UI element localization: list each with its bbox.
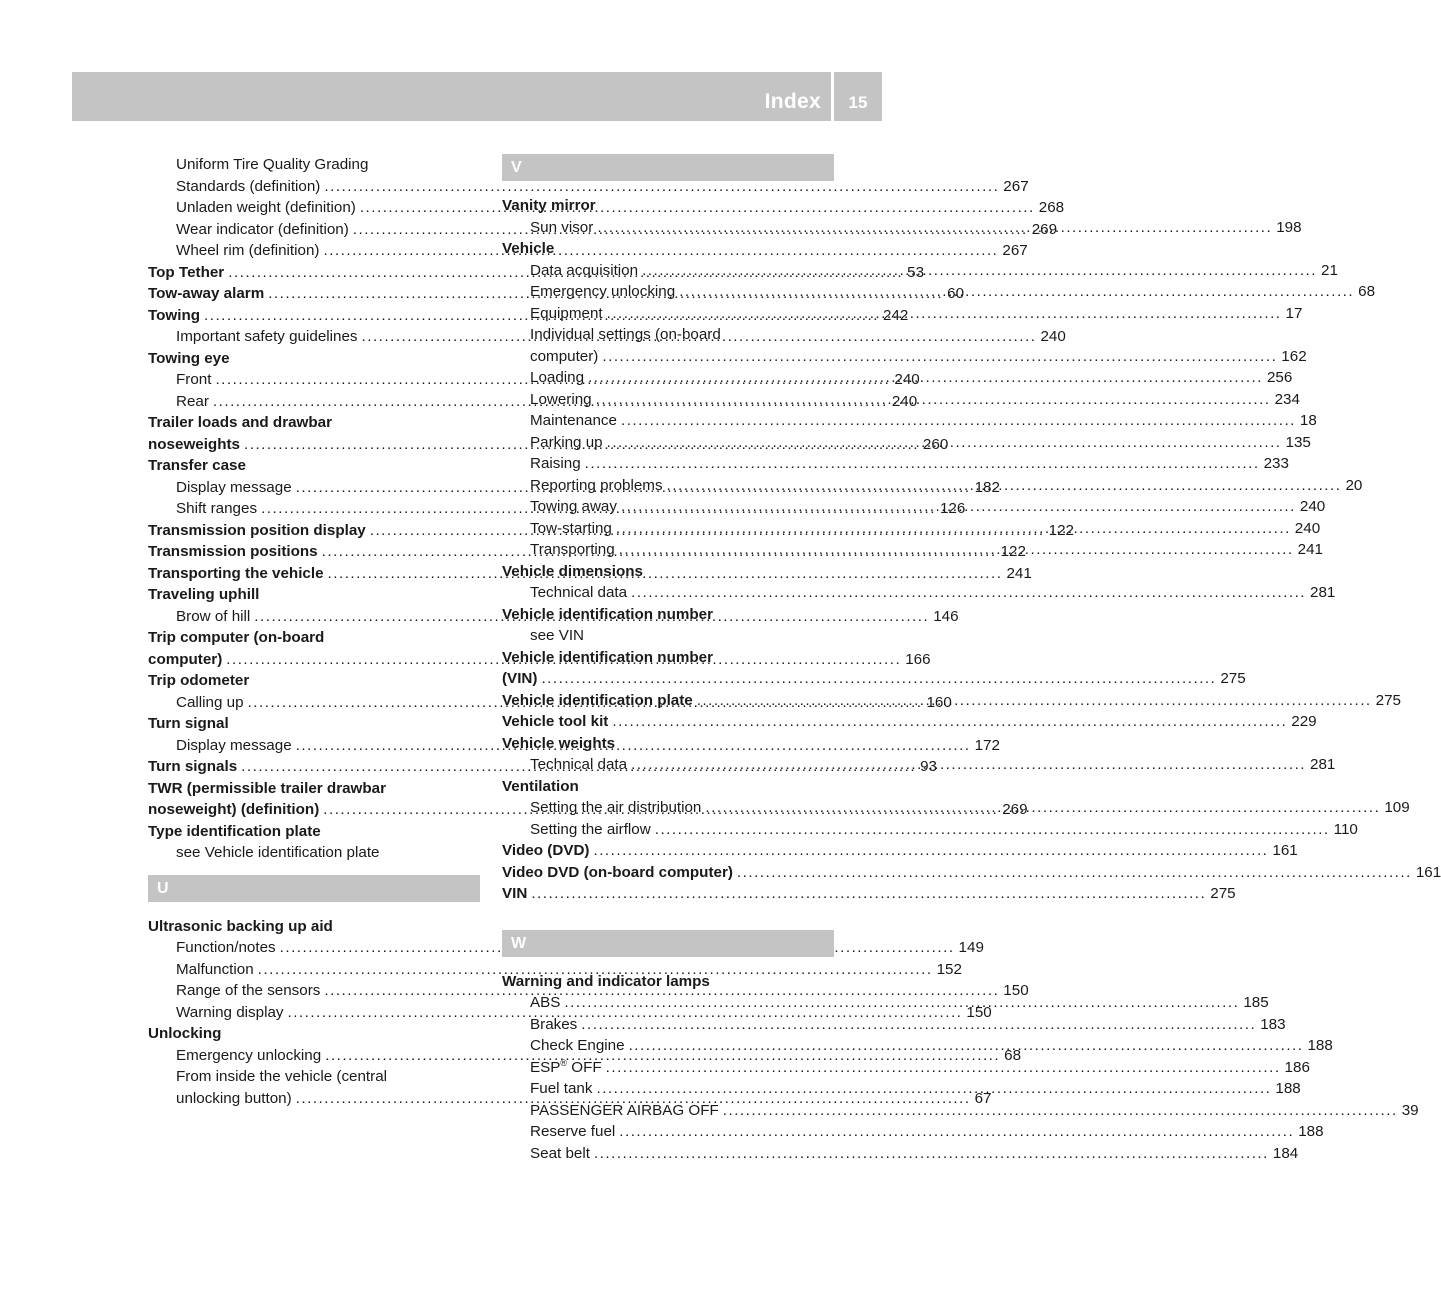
dot-leader bbox=[723, 1100, 1398, 1122]
entry-text: Sun visor bbox=[530, 218, 594, 236]
index-entry-heading bbox=[502, 604, 834, 626]
entry-page-number: 68 bbox=[1358, 283, 1376, 300]
index-entry-heading bbox=[148, 778, 480, 800]
entry-text: Vehicle bbox=[502, 240, 555, 257]
dot-leader bbox=[585, 453, 1260, 475]
entry-page-number: 146 bbox=[933, 607, 959, 625]
entry-text: Unladen weight (definition) bbox=[176, 199, 356, 216]
entry-page-number: 21 bbox=[1321, 261, 1338, 279]
entry-text: Vehicle dimensions bbox=[502, 562, 643, 580]
entry-text: Emergency unlocking bbox=[530, 283, 676, 300]
entry-text: VIN bbox=[502, 885, 528, 902]
entry-page-number: 241 bbox=[1006, 564, 1032, 582]
entry-page-number: 256 bbox=[1266, 369, 1293, 386]
entry-page-number: 161 bbox=[1415, 863, 1441, 881]
entry-page-number: 233 bbox=[1263, 455, 1289, 472]
entry-text: Warning and indicator lamps bbox=[502, 972, 710, 990]
entry-page-number: 166 bbox=[905, 650, 931, 668]
entry-page-number: 162 bbox=[1281, 347, 1307, 365]
entry-page-number: 126 bbox=[939, 500, 966, 517]
index-subentry bbox=[502, 582, 1336, 604]
dot-leader bbox=[541, 668, 1216, 690]
index-entry-heading bbox=[148, 916, 480, 938]
entry-page-number: 275 bbox=[1375, 691, 1401, 709]
entry-page-number: 242 bbox=[882, 306, 909, 324]
entry-text: Check Engine bbox=[530, 1037, 625, 1054]
entry-page-number: 122 bbox=[1048, 521, 1074, 539]
dot-leader bbox=[679, 281, 1354, 303]
header-bar bbox=[72, 72, 831, 121]
index-entry-heading bbox=[502, 668, 1246, 690]
entry-page-number: 39 bbox=[1401, 1101, 1419, 1119]
entry-text: Technical data bbox=[530, 756, 628, 773]
entry-text: Trip odometer bbox=[148, 672, 250, 689]
dot-leader bbox=[619, 539, 1294, 561]
index-entry-heading bbox=[148, 821, 480, 843]
entry-page-number: 275 bbox=[1220, 670, 1246, 687]
index-entry-heading bbox=[148, 1023, 480, 1045]
entry-text: ABS bbox=[530, 994, 561, 1011]
dot-leader bbox=[607, 303, 1282, 325]
entry-text: Top Tether bbox=[148, 263, 225, 281]
entry-text: Malfunction bbox=[176, 960, 254, 978]
dot-leader bbox=[631, 754, 1306, 776]
entry-text: From inside the vehicle (central bbox=[176, 1068, 388, 1085]
entry-text: see VIN bbox=[530, 627, 585, 644]
entry-page-number: 93 bbox=[920, 758, 937, 775]
dot-leader bbox=[737, 862, 1412, 884]
index-entry-heading bbox=[148, 627, 480, 649]
entry-text: Seat belt bbox=[530, 1144, 590, 1162]
entry-text: Trailer loads and drawbar bbox=[148, 414, 332, 431]
dot-leader bbox=[602, 346, 1277, 368]
index-subentry bbox=[502, 1057, 1310, 1079]
entry-text: Display message bbox=[176, 478, 292, 496]
index-entry-heading bbox=[502, 840, 1298, 862]
index-entry-heading bbox=[148, 455, 480, 477]
entry-text: Brow of hill bbox=[176, 607, 251, 625]
index-subentry bbox=[502, 346, 1307, 368]
entry-text: Vehicle identification plate bbox=[502, 691, 693, 709]
dot-leader bbox=[619, 1121, 1294, 1143]
entry-page-number: 188 bbox=[1275, 1080, 1301, 1097]
entry-page-number: 17 bbox=[1285, 304, 1303, 322]
letter-heading-w: W bbox=[502, 930, 834, 957]
index-subentry bbox=[502, 453, 1289, 475]
dot-leader bbox=[697, 690, 1372, 712]
entry-text: Parking up bbox=[530, 433, 603, 451]
entry-text: noseweights bbox=[148, 435, 240, 453]
index-entry-heading bbox=[502, 733, 834, 755]
entry-text: Technical data bbox=[530, 584, 628, 601]
entry-page-number: 281 bbox=[1310, 756, 1336, 773]
entry-page-number: 269 bbox=[1002, 801, 1028, 818]
entry-page-number: 67 bbox=[974, 1089, 992, 1107]
entry-text: Front bbox=[176, 371, 212, 388]
entry-page-number: 152 bbox=[936, 960, 962, 978]
index-entry-heading bbox=[502, 883, 1236, 905]
dot-leader bbox=[655, 819, 1330, 841]
page-title: Index bbox=[764, 90, 821, 113]
entry-page-number: 234 bbox=[1274, 390, 1300, 408]
index-entry-heading bbox=[502, 711, 1317, 733]
entry-page-number: 281 bbox=[1310, 584, 1336, 601]
entry-text: Video (DVD) bbox=[502, 842, 590, 859]
index-entry-heading bbox=[502, 776, 834, 798]
index-subentry bbox=[148, 176, 1029, 198]
entry-page-number: 20 bbox=[1345, 476, 1363, 494]
entry-text: Range of the sensors bbox=[176, 982, 321, 999]
entry-text: Warning display bbox=[176, 1003, 284, 1021]
index-subentry bbox=[502, 1014, 1286, 1036]
entry-text: Transmission positions bbox=[148, 543, 318, 560]
entry-text: Uniform Tire Quality Grading bbox=[176, 156, 369, 173]
entry-page-number: 240 bbox=[891, 392, 918, 410]
entry-text: TWR (permissible trailer drawbar bbox=[148, 779, 387, 797]
index-subentry bbox=[502, 625, 834, 647]
entry-text: Maintenance bbox=[530, 412, 617, 429]
entry-text: Lowering bbox=[530, 390, 592, 408]
entry-page-number: 240 bbox=[894, 371, 920, 388]
entry-page-number: 268 bbox=[1038, 199, 1065, 216]
entry-text: unlocking button) bbox=[176, 1089, 292, 1107]
dot-leader bbox=[597, 217, 1272, 239]
entry-page-number: 269 bbox=[1031, 220, 1058, 238]
index-entry-heading bbox=[148, 670, 480, 692]
page-number-box bbox=[834, 72, 882, 121]
entry-text: Vehicle identification number bbox=[502, 648, 713, 666]
entry-text: computer) bbox=[148, 650, 223, 668]
entry-page-number: 135 bbox=[1285, 433, 1311, 451]
index-entry-heading bbox=[502, 195, 834, 217]
index-entry-heading bbox=[502, 647, 834, 669]
index-subentry bbox=[148, 1066, 480, 1088]
entry-text: Reserve fuel bbox=[530, 1123, 616, 1140]
entry-text: Video DVD (on-board computer) bbox=[502, 863, 733, 881]
entry-text: Transporting the vehicle bbox=[148, 564, 324, 582]
dot-leader bbox=[616, 518, 1291, 540]
entry-text: Fuel tank bbox=[530, 1080, 593, 1097]
entry-text: Turn signal bbox=[148, 715, 229, 732]
dot-leader bbox=[631, 582, 1306, 604]
entry-page-number: 150 bbox=[966, 1003, 992, 1021]
entry-text: Traveling uphill bbox=[148, 586, 260, 603]
dot-leader bbox=[621, 496, 1296, 518]
entry-text: Individual settings (on-board bbox=[530, 326, 721, 343]
entry-text: Transfer case bbox=[148, 457, 246, 474]
entry-text: Equipment bbox=[530, 304, 603, 322]
entry-text: (VIN) bbox=[502, 670, 538, 687]
dot-leader bbox=[531, 883, 1206, 905]
entry-text: Important safety guidelines bbox=[176, 328, 358, 345]
index-entry-heading bbox=[502, 561, 834, 583]
dot-leader bbox=[667, 475, 1342, 497]
entry-text: Vehicle weights bbox=[502, 734, 616, 752]
dot-leader bbox=[606, 1057, 1281, 1079]
entry-text: see Vehicle identification plate bbox=[176, 844, 380, 861]
entry-text: Loading bbox=[530, 369, 585, 386]
entry-page-number: 188 bbox=[1298, 1123, 1324, 1140]
dot-leader bbox=[621, 410, 1296, 432]
entry-text: PASSENGER AIRBAG OFF bbox=[530, 1101, 719, 1119]
letter-heading-v: V bbox=[502, 154, 834, 181]
entry-page-number: 260 bbox=[922, 435, 949, 453]
index-subentry bbox=[502, 1143, 1299, 1165]
entry-page-number: 161 bbox=[1272, 842, 1298, 859]
index-entry-heading bbox=[148, 713, 480, 735]
entry-page-number: 149 bbox=[958, 939, 984, 956]
dot-leader bbox=[588, 367, 1263, 389]
entry-text: Towing away bbox=[530, 498, 617, 515]
entry-page-number: 240 bbox=[1040, 328, 1066, 345]
entry-text: Wheel rim (definition) bbox=[176, 242, 320, 259]
entry-text: computer) bbox=[530, 347, 599, 365]
entry-text: Towing eye bbox=[148, 349, 230, 367]
entry-text: Reporting problems bbox=[530, 476, 663, 494]
entry-text: Towing bbox=[148, 306, 201, 324]
entry-text: Vehicle identification number bbox=[502, 605, 713, 623]
entry-page-number: 240 bbox=[1299, 498, 1326, 515]
index-subentry bbox=[502, 1121, 1324, 1143]
index-entry-heading bbox=[148, 348, 480, 370]
entry-text: noseweight) (definition) bbox=[148, 801, 320, 818]
index-subentry bbox=[148, 842, 480, 864]
dot-leader bbox=[612, 711, 1287, 733]
entry-text: Transmission position display bbox=[148, 521, 366, 539]
entry-text: Unlocking bbox=[148, 1025, 222, 1042]
dot-leader bbox=[607, 432, 1282, 454]
dot-leader bbox=[629, 1035, 1304, 1057]
entry-page-number: 183 bbox=[1260, 1015, 1286, 1033]
entry-page-number: 160 bbox=[926, 693, 952, 711]
entry-page-number: 241 bbox=[1297, 541, 1323, 558]
dot-leader bbox=[564, 992, 1239, 1014]
entry-text: Vehicle tool kit bbox=[502, 713, 609, 730]
entry-page-number: 198 bbox=[1276, 218, 1302, 236]
entry-text: Data acquisition bbox=[530, 261, 639, 279]
entry-page-number: 172 bbox=[974, 736, 1000, 754]
entry-page-number: 184 bbox=[1272, 1144, 1299, 1162]
entry-page-number: 60 bbox=[947, 285, 965, 302]
index-entry-heading bbox=[502, 971, 834, 993]
entry-page-number: 186 bbox=[1284, 1058, 1310, 1076]
entry-text: Raising bbox=[530, 455, 581, 472]
entry-page-number: 267 bbox=[1003, 177, 1029, 195]
entry-text: Trip computer (on-board bbox=[148, 629, 325, 646]
index-entry-heading bbox=[148, 412, 480, 434]
entry-text: Tow-starting bbox=[530, 519, 612, 537]
page-number: 15 bbox=[848, 93, 868, 112]
entry-text: Shift ranges bbox=[176, 500, 258, 517]
entry-page-number: 122 bbox=[1000, 543, 1026, 560]
index-subentry bbox=[148, 154, 480, 176]
index-entry-heading bbox=[502, 862, 1441, 884]
index-subentry bbox=[502, 324, 834, 346]
entry-text: Rear bbox=[176, 392, 209, 410]
entry-page-number: 18 bbox=[1299, 412, 1317, 429]
entry-text: Standards (definition) bbox=[176, 177, 321, 195]
dot-leader bbox=[596, 389, 1271, 411]
entry-text: Display message bbox=[176, 736, 292, 754]
index-entry-heading bbox=[148, 584, 480, 606]
dot-leader bbox=[581, 1014, 1256, 1036]
dot-leader bbox=[642, 260, 1317, 282]
dot-leader bbox=[594, 1143, 1269, 1165]
entry-text: Transporting bbox=[530, 541, 615, 558]
entry-text: Function/notes bbox=[176, 939, 276, 956]
entry-page-number: 150 bbox=[1003, 982, 1029, 999]
entry-text: Wear indicator (definition) bbox=[176, 220, 349, 238]
entry-text: Vanity mirror bbox=[502, 197, 596, 214]
entry-text: Type identification plate bbox=[148, 822, 321, 840]
entry-text: Tow-away alarm bbox=[148, 285, 265, 302]
index-subentry bbox=[502, 1100, 1419, 1122]
entry-page-number: 110 bbox=[1333, 820, 1358, 838]
entry-page-number: 182 bbox=[974, 478, 1000, 496]
entry-page-number: 53 bbox=[907, 263, 925, 281]
dot-leader bbox=[705, 797, 1380, 819]
dot-leader bbox=[596, 1078, 1271, 1100]
entry-text: Turn signals bbox=[148, 758, 238, 775]
entry-page-number: 188 bbox=[1307, 1037, 1333, 1054]
entry-text: Emergency unlocking bbox=[176, 1046, 322, 1064]
entry-text: Ventilation bbox=[502, 777, 579, 795]
dot-leader bbox=[593, 840, 1268, 862]
entry-text: Setting the air distribution bbox=[530, 799, 702, 816]
entry-page-number: 109 bbox=[1384, 799, 1410, 816]
entry-text: Brakes bbox=[530, 1015, 578, 1033]
entry-text: ESP® OFF bbox=[530, 1057, 602, 1076]
entry-text: Ultrasonic backing up aid bbox=[148, 917, 333, 935]
index-subentry bbox=[502, 410, 1317, 432]
index-subentry bbox=[502, 819, 1358, 841]
entry-page-number: 240 bbox=[1294, 519, 1321, 537]
index-subentry bbox=[148, 937, 984, 959]
entry-page-number: 229 bbox=[1291, 713, 1317, 730]
entry-text: Calling up bbox=[176, 693, 244, 711]
entry-page-number: 275 bbox=[1210, 885, 1236, 902]
entry-page-number: 185 bbox=[1243, 994, 1269, 1011]
entry-page-number: 267 bbox=[1002, 242, 1028, 259]
entry-page-number: 68 bbox=[1004, 1046, 1022, 1064]
index-entry-heading bbox=[502, 238, 834, 260]
letter-heading-u: U bbox=[148, 875, 480, 902]
entry-text: Setting the airflow bbox=[530, 820, 651, 838]
